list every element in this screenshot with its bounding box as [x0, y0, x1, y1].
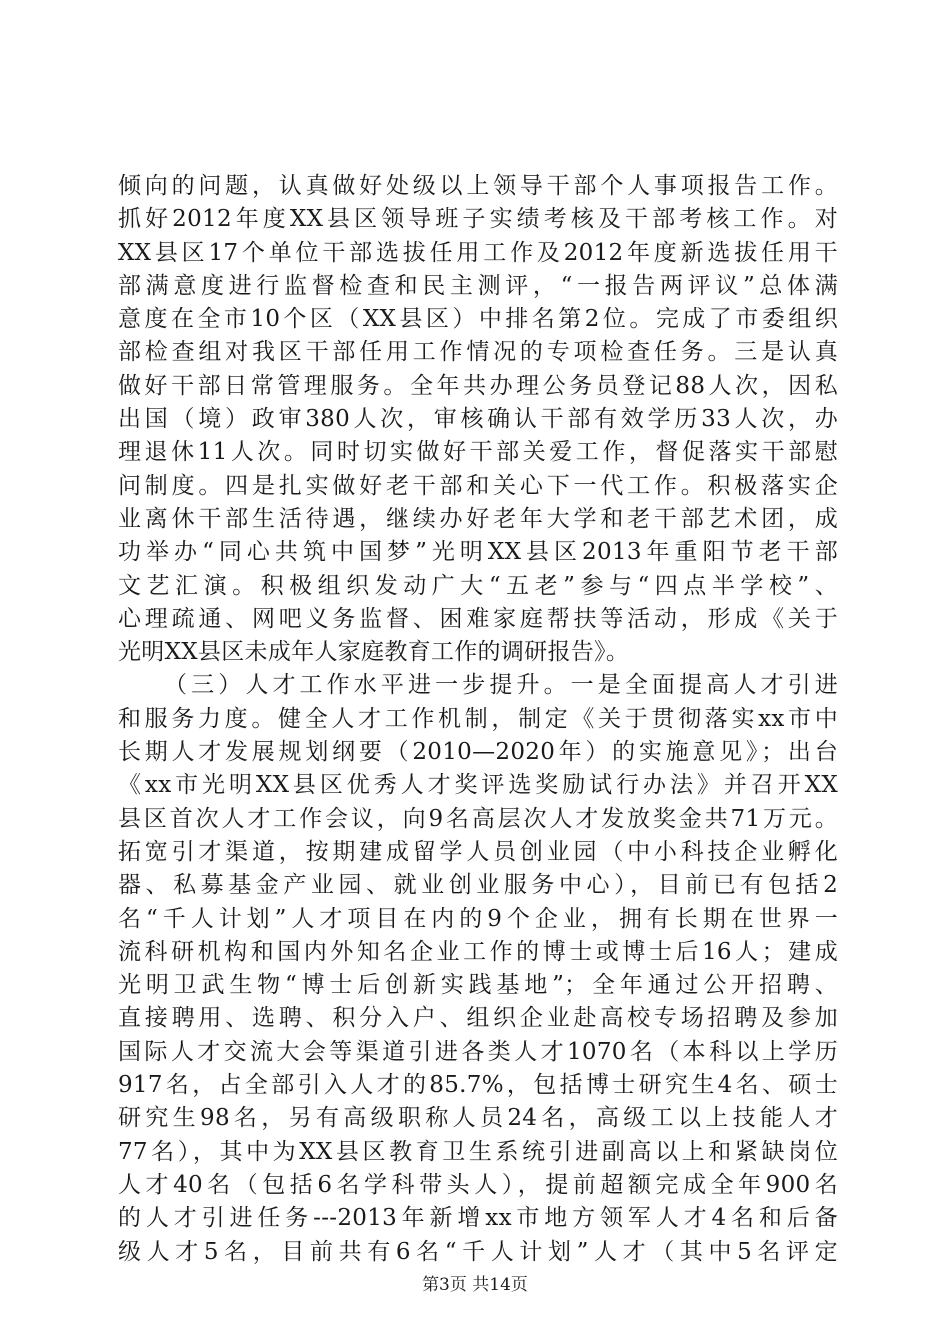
text-line: 县区首次人才工作会议，向9名高层次人才发放奖金共71万元。 — [118, 805, 838, 832]
text-line: 《xx市光明XX县区优秀人才奖评选奖励试行办法》并召开XX — [118, 772, 838, 799]
text-line: 拓宽引才渠道，按期建成留学人员创业园（中小科技企业孵化 — [118, 838, 838, 865]
text-line: 抓好2012年度XX县区领导班子实绩考核及干部考核工作。对 — [118, 206, 838, 233]
text-line: 功举办“同心共筑中国梦”光明XX县区2013年重阳节老干部 — [118, 539, 838, 566]
text-line: 流科研机构和国内外知名企业工作的博士或博士后16人；建成 — [118, 938, 838, 965]
text-line: 77名），其中为XX县区教育卫生系统引进副高以上和紧缺岗位 — [118, 1138, 838, 1165]
text-line: 理退休11人次。同时切实做好干部关爱工作，督促落实干部慰 — [118, 439, 838, 466]
text-line: 名“千人计划”人才项目在内的9个企业，拥有长期在世界一 — [118, 905, 838, 932]
text-line: 业离休干部生活待遇，继续办好老年大学和老干部艺术团，成 — [118, 505, 838, 532]
text-line: 文艺汇演。积极组织发动广大“五老”参与“四点半学校”、 — [118, 572, 838, 599]
text-line: 心理疏通、网吧义务监督、困难家庭帮扶等活动，形成《关于 — [118, 605, 838, 632]
text-line: 意度在全市10个区（XX县区）中排名第2位。完成了市委组织 — [118, 306, 838, 333]
text-line: 做好干部日常管理服务。全年共办理公务员登记88人次，因私 — [118, 372, 838, 399]
text-line: 长期人才发展规划纲要（2010—2020年）的实施意见》；出台 — [118, 739, 838, 766]
text-line: 和服务力度。健全人才工作机制，制定《关于贯彻落实xx市中 — [118, 705, 838, 732]
text-line: 研究生98名，另有高级职称人员24名，高级工以上技能人才 — [118, 1105, 838, 1132]
text-line: 光明XX县区未成年人家庭教育工作的调研报告》。 — [118, 639, 630, 666]
text-line: 的人才引进任务---2013年新增xx市地方领军人才4名和后备 — [118, 1205, 838, 1232]
paragraph-start-line: （三）人才工作水平进一步提升。一是全面提高人才引进 — [164, 672, 838, 699]
text-line: 人才40名（包括6名学科带头人），提前超额完成全年900名 — [118, 1171, 838, 1198]
text-line: 部满意度进行监督检查和民主测评，“一报告两评议”总体满 — [118, 272, 838, 299]
text-line: 问制度。四是扎实做好老干部和关心下一代工作。积极落实企 — [118, 472, 838, 499]
text-line: XX县区17个单位干部选拔任用工作及2012年度新选拔任用干 — [118, 239, 838, 266]
text-line: 器、私募基金产业园、就业创业服务中心），目前已有包括2 — [118, 872, 838, 899]
text-line: 部检查组对我区干部任用工作情况的专项检查任务。三是认真 — [118, 339, 838, 366]
text-line: 级人才5名，目前共有6名“千人计划”人才（其中5名评定 — [118, 1238, 838, 1265]
text-line: 出国（境）政审380人次，审核确认干部有效学历33人次，办 — [118, 406, 838, 433]
text-line: 直接聘用、选聘、积分入户、组织企业赴高校专场招聘及参加 — [118, 1005, 838, 1032]
body-text — [118, 170, 838, 1269]
text-line: 国际人才交流大会等渠道引进各类人才1070名（本科以上学历 — [118, 1038, 838, 1065]
text-line: 倾向的问题，认真做好处级以上领导干部个人事项报告工作。 — [118, 173, 838, 199]
text-line: 917名，占全部引入人才的85.7%，包括博士研究生4名、硕士 — [118, 1072, 838, 1099]
text-line: 光明卫武生物“博士后创新实践基地”；全年通过公开招聘、 — [118, 972, 838, 999]
page-number-footer: 第3页 共14页 — [422, 1275, 528, 1295]
